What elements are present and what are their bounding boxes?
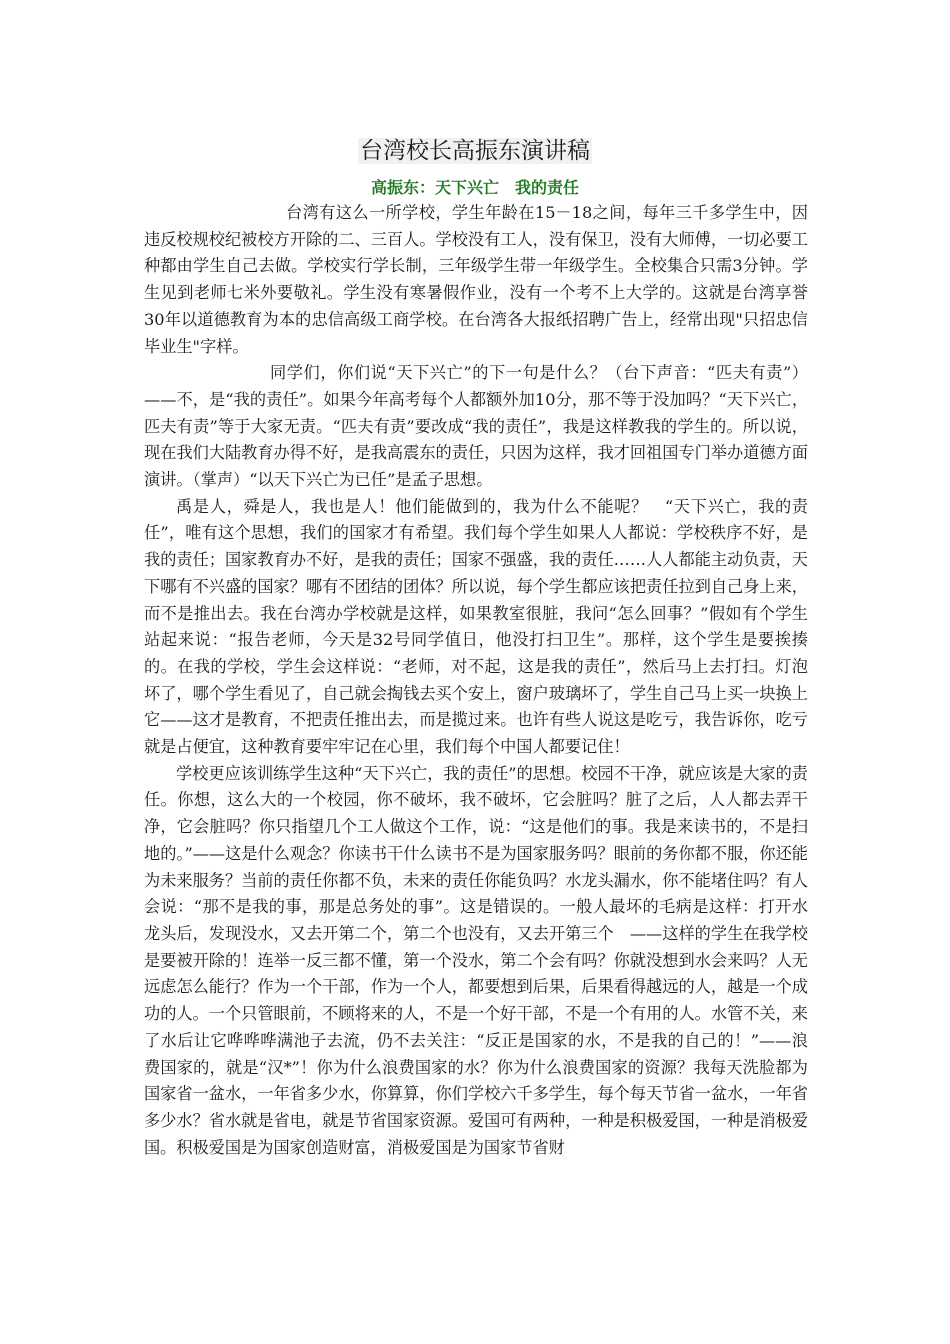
document-title — [0, 133, 950, 169]
document-body — [144, 200, 808, 1161]
paragraph-1: 台湾有这么一所学校，学生年龄在15－18之间，每年三千多学生中，因违反校规校纪被校方开除的二、三百人。学校没有工人，没有保卫，没有大师傅，一切必要工种都由学生自己去做。学校实行学长制，三年级学生带一年级学生。全校集合只需3分钟。学生见到老师七米外要敬礼。学生没有寒暑假作业，没有一个考不上大学的。这就是台湾享誉30年以道德教育为本的忠信高级工商学校。在台湾各大报纸招聘广告上，经常出现"只招忠信毕业生"字样。 — [144, 203, 808, 356]
paragraph-3: 禹是人，舜是人，我也是人！他们能做到的，我为什么不能呢？ “天下兴亡，我的责任”，唯有这个思想，我们的国家才有希望。我们每个学生如果人人都说：学校秩序不好，是我的责任；国家教育办不好，是我的责任；国家不强盛，我的责任……人人都能主动负责，天下哪有不兴盛的国家？哪有不团结的团体？所以说，每个学生都应该把责任拉到自己身上来，而不是推出去。我在台湾办学校就是这样，如果教室很脏，我问“怎么回事？”假如有个学生站起来说：“报告老师，今天是32号同学值日，他没打扫卫生”。那样，这个学生是要挨揍的。在我的学校，学生会这样说：“老师，对不起，这是我的责任”，然后马上去打扫。灯泡坏了，哪个学生看见了，自己就会掏钱去买个安上，窗户玻璃坏了，学生自己马上买一块换上它——这才是教育，不把责任推出去，而是揽过来。也许有些人说这是吃亏，我告诉你，吃亏就是占便宜，这种教育要牢牢记在心里，我们每个中国人都要记住！ — [144, 496, 808, 757]
title-text: 台湾校长高振东演讲稿 — [360, 138, 590, 164]
paragraph-2: 同学们，你们说“天下兴亡”的下一句是什么？（台下声音：“匹夫有责”）——不，是“我的责任”。如果今年高考每个人都额外加10分，那不等于没加吗？“天下兴亡，匹夫有责”等于大家无责。“匹夫有责”要改成“我的责任”，我是这样教我的学生的。所以说，现在我们大陆教育办得不好，是我高震东的责任，只因为这样，我才回祖国专门举办道德方面演讲。（掌声）“以天下兴亡为已任”是孟子思想。 — [144, 363, 808, 490]
document-subtitle: 高振东：天下兴亡 我的责任 — [370, 178, 579, 197]
paragraph-4: 学校更应该训练学生这种“天下兴亡，我的责任”的思想。校园不干净，就应该是大家的责任。你想，这么大的一个校园，你不破坏，我不破坏，它会脏吗？脏了之后，人人都去弄干净，它会脏吗？你只指望几个工人做这个工作，说：“这是他们的事。我是来读书的，不是扫地的。”——这是什么观念？你读书干什么读书不是为国家服务吗？眼前的务你都不服，你还能为未来服务？当前的责任你都不负，未来的责任你能负吗？水龙头漏水，你不能堵住吗？有人会说：“那不是我的事，那是总务处的事”。这是错误的。一般人最坏的毛病是这样：打开水龙头后，发现没水，又去开第二个，第二个也没有，又去开第三个 ——这样的学生在我学校是要被开除的！连举一反三都不懂，第一个没水，第二个会有吗？你就没想到水会来吗？人无远虑怎么能行？作为一个干部，作为一个人，都要想到后果，后果看得越远的人，越是一个成功的人。一个只管眼前，不顾将来的人，不是一个好干部，不是一个有用的人。水管不关，来了水后让它哗哗哗满池子去流，仍不去关注：“反正是国家的水，不是我的自己的！”——浪费国家的，就是“汉*”！你为什么浪费国家的水？你为什么浪费国家的资源？我每天洗脸都为国家省一盆水，一年省多少水，你算算，你们学校六千多学生，每个每天节省一盆水，一年省多少水？省水就是省电，就是节省国家资源。爱国可有两种，一种是积极爱国，一种是消极爱国。积极爱国是为国家创造财富，消极爱国是为国家节省财 — [144, 763, 808, 1157]
